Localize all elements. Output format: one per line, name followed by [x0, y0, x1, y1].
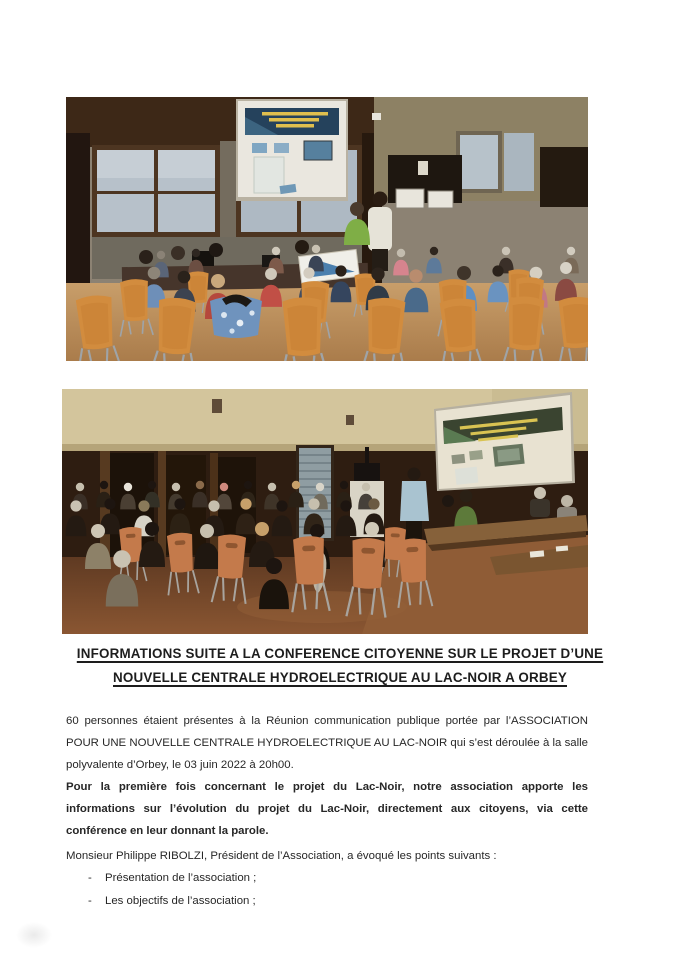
paragraph-president-points: Monsieur Philippe RIBOLZI, Président de l’Association, a évoqué les points suivants : [66, 850, 497, 862]
projection-screen [236, 99, 348, 201]
page-title [40, 642, 640, 689]
paragraph-attendance: 60 personnes étaient présentes à la Réunion communication publique portée par l’ASSOCIATION POUR UNE NOUVELLE CENTRALE HYDROELECTRIQUE AU LAC-NOIR qui s’est déroulée à la salle polyvalente d’Orbey, le 03 juin 2022 à 20h00. [66, 715, 588, 771]
conference-photo-bottom [62, 389, 588, 634]
conference-room-scene-rear [66, 97, 588, 361]
bullet-marker: - [88, 872, 92, 884]
paragraph-first-time: Pour la première fois concernant le projet du Lac-Noir, notre association apporte les informations sur l’évolution du projet du Lac-Noir, directement aux citoyens, via cette conférence en leur donnant la parole. [66, 781, 588, 837]
projection-screen [434, 392, 575, 491]
page-title-line2: NOUVELLE CENTRALE HYDROELECTRIQUE AU LAC-NOIR A ORBEY [113, 669, 567, 685]
conference-room-scene-side [62, 389, 588, 634]
list-item [88, 890, 256, 913]
page-title-line1: INFORMATIONS SUITE A LA CONFERENCE CITOYENNE SUR LE PROJET D’UNE [76, 646, 604, 661]
bullet-text: Les objectifs de l’association ; [105, 894, 256, 907]
bullet-marker: - [88, 894, 92, 907]
bullet-list [88, 867, 256, 912]
bullet-text: Présentation de l’association ; [105, 872, 257, 884]
flowered-jacket [210, 294, 262, 338]
scan-smudge [16, 922, 52, 948]
list-item [88, 867, 256, 890]
conference-photo-top [66, 97, 588, 361]
projector [354, 463, 380, 481]
